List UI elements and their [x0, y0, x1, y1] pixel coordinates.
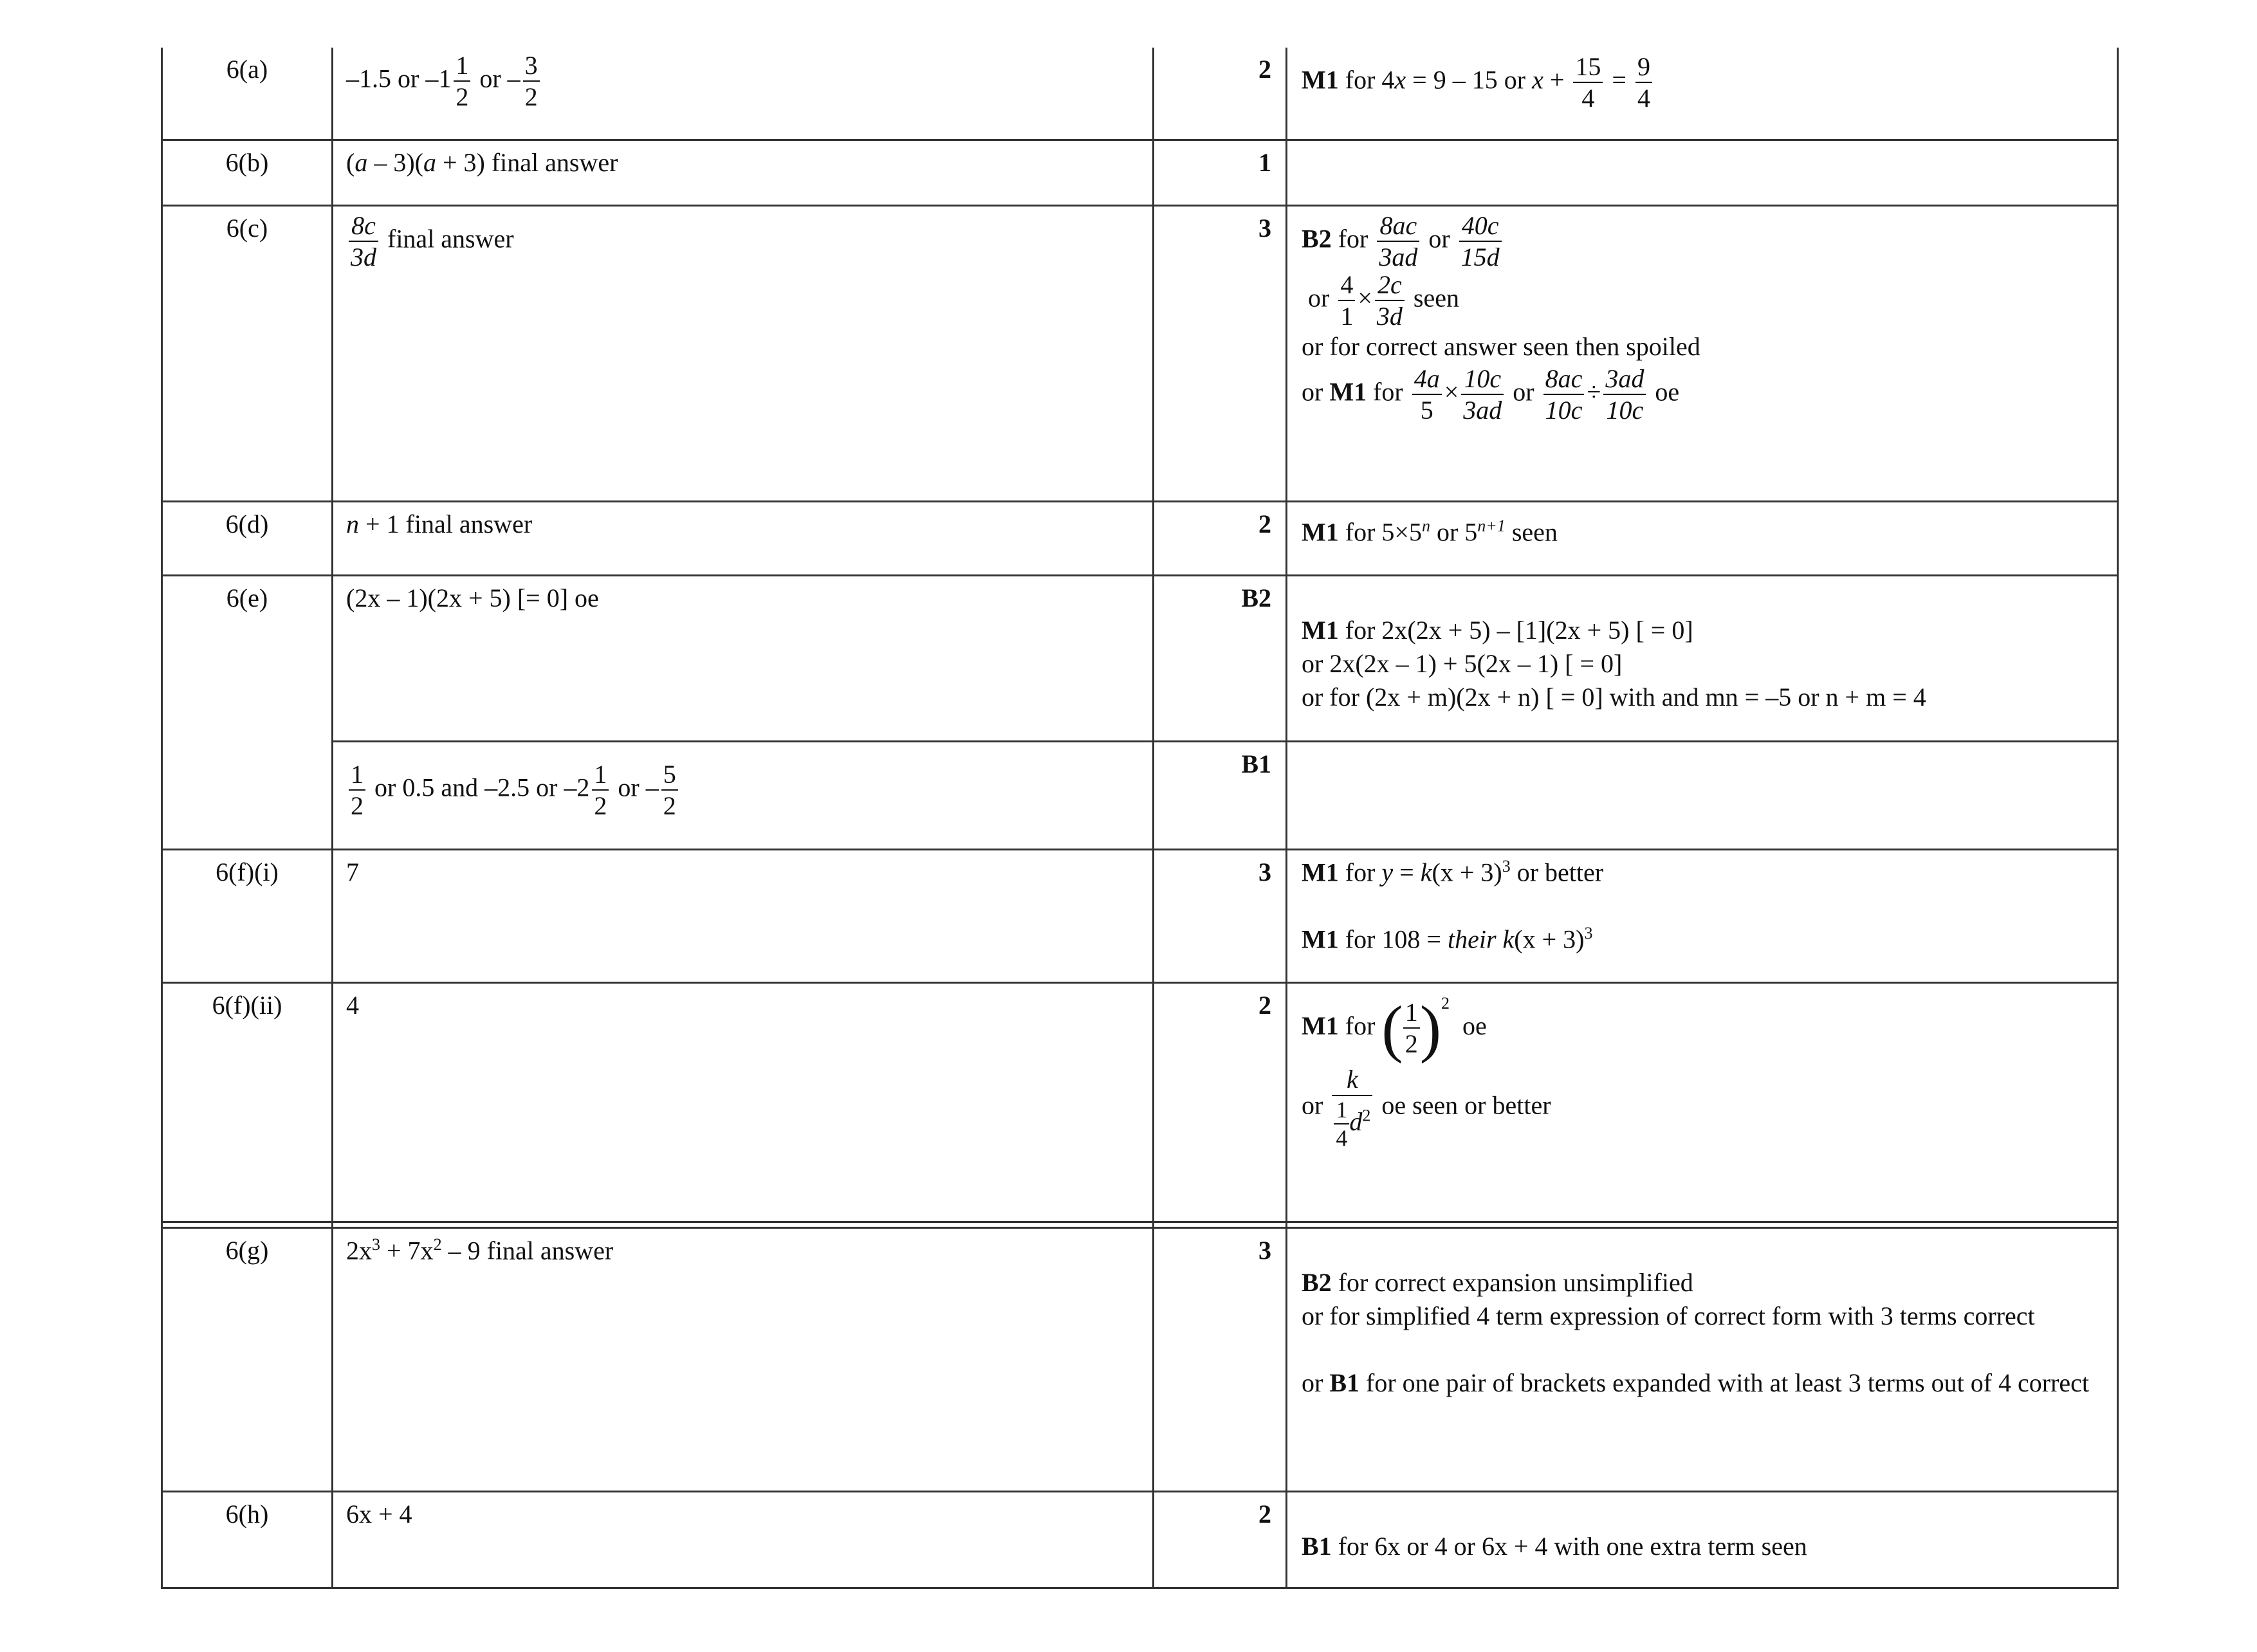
mark-code: M1 — [1302, 65, 1339, 95]
answer-cell: 6x + 4 — [333, 1491, 1154, 1588]
question-number: 6(g) — [162, 1227, 333, 1491]
marks: 1 — [1154, 140, 1287, 205]
guidance-cell: B1 for 6x or 4 or 6x + 4 with one extra term seen — [1287, 1491, 2118, 1588]
guidance-cell — [1287, 741, 2118, 849]
fraction: $\frac{3}{2}$ — [523, 51, 540, 111]
marks: 3 — [1154, 205, 1287, 501]
row-6fii — [162, 982, 2118, 1222]
row-6fi — [162, 849, 2118, 982]
mark-code: B2 — [1302, 223, 1332, 253]
answer-cell: 4 — [333, 982, 1154, 1222]
row-6g — [162, 1227, 2118, 1491]
marks: B2 — [1154, 575, 1287, 741]
answer-cell — [333, 205, 1154, 501]
answer-cell: (a – 3)(a + 3) final answer — [333, 140, 1154, 205]
guidance-cell: M1 for 4x = 9 – 15 or x + $\frac{15}{4}$ = $\frac{9}{4}$ — [1287, 48, 2118, 140]
guidance-cell — [1287, 140, 2118, 205]
guidance-cell: B2 for correct expansion unsimplified or for simplified 4 term expression of correct form with 3 terms correct or B1 for one pair of brackets expanded with at least 3 terms out of 4 correct — [1287, 1227, 2118, 1491]
answer-cell: $\frac{1}{2}$ or 0.5 and –2.5 or –2 $\frac{1}{2}$ or – $\frac{5}{2}$ — [333, 741, 1154, 849]
marks: 2 — [1154, 982, 1287, 1222]
marks: 2 — [1154, 48, 1287, 140]
answer-cell: (2x – 1)(2x + 5) [= 0] oe — [333, 575, 1154, 741]
marks: 3 — [1154, 849, 1287, 982]
fraction: $\frac{9}{4}$ — [1635, 53, 1652, 112]
fraction: $\frac{1}{2}$ — [454, 51, 470, 111]
answer-text: or – — [479, 64, 520, 93]
fraction: $\frac{8c}{3d}$ — [349, 212, 378, 271]
question-number: 6(a) — [162, 48, 333, 140]
guidance-text: or for correct answer seen then spoiled — [1302, 332, 1700, 362]
marks: B1 — [1154, 741, 1287, 849]
row-6d — [162, 501, 2118, 575]
fraction: $\frac{15}{4}$ — [1573, 53, 1603, 112]
guidance-cell: M1 for $y = k(x + 3)^3$ or better M1 for 108 = their $k(x + 3)^3$ — [1287, 849, 2118, 982]
question-number: 6(h) — [162, 1491, 333, 1588]
question-number: 6(f)(ii) — [162, 982, 333, 1222]
row-6c — [162, 205, 2118, 501]
row-separator — [162, 1222, 2118, 1227]
question-number: 6(d) — [162, 501, 333, 575]
marks: 2 — [1154, 1491, 1287, 1588]
question-number: 6(c) — [162, 205, 333, 501]
question-number: 6(b) — [162, 140, 333, 205]
guidance-cell: M1 for $5\times 5^n$ or $5^{n+1}$ seen — [1287, 501, 2118, 575]
marks: 3 — [1154, 1227, 1287, 1491]
answer-cell: n + 1 final answer — [333, 501, 1154, 575]
answer-text: –1.5 or –1 — [346, 64, 452, 93]
marks: 2 — [1154, 501, 1287, 575]
row-6e-2 — [162, 741, 2118, 849]
row-6e-1 — [162, 575, 2118, 741]
question-number: 6(e) — [162, 575, 333, 849]
guidance-cell: M1 for ( $\frac{1}{2}$ )$^2$ oe or k $\frac{1}{4}$ $d^2$ oe seen or better — [1287, 982, 2118, 1222]
mark-scheme-table — [161, 48, 2119, 1589]
row-6a — [162, 48, 2118, 140]
answer-cell — [333, 48, 1154, 140]
question-number: 6(f)(i) — [162, 849, 333, 982]
guidance-cell: M1 for 2x(2x + 5) – [1](2x + 5) [ = 0] or 2x(2x – 1) + 5(2x – 1) [ = 0] or for (2x + m)(2x + n) [ = 0] with and mn = –5 or n + m = 4 — [1287, 575, 2118, 741]
row-6h — [162, 1491, 2118, 1588]
answer-cell: 7 — [333, 849, 1154, 982]
guidance-cell: B2 for $\frac{8ac}{3ad}$ or $\frac{40c}{15d}$ or $\frac{4}{1}$ × $\frac{2c}{3d}$ seen or for correct answer seen then spoiled or M1 for $\frac{4a}{5}$ × $\frac{10c}{3ad}$ or $\frac{8ac}{10c}$ ÷ $\frac{3ad}{10c}$ oe — [1287, 205, 2118, 501]
answer-text: final answer — [387, 223, 514, 253]
answer-cell: $2x^3 + 7x^2 - 9$ final answer — [333, 1227, 1154, 1491]
row-6b — [162, 140, 2118, 205]
